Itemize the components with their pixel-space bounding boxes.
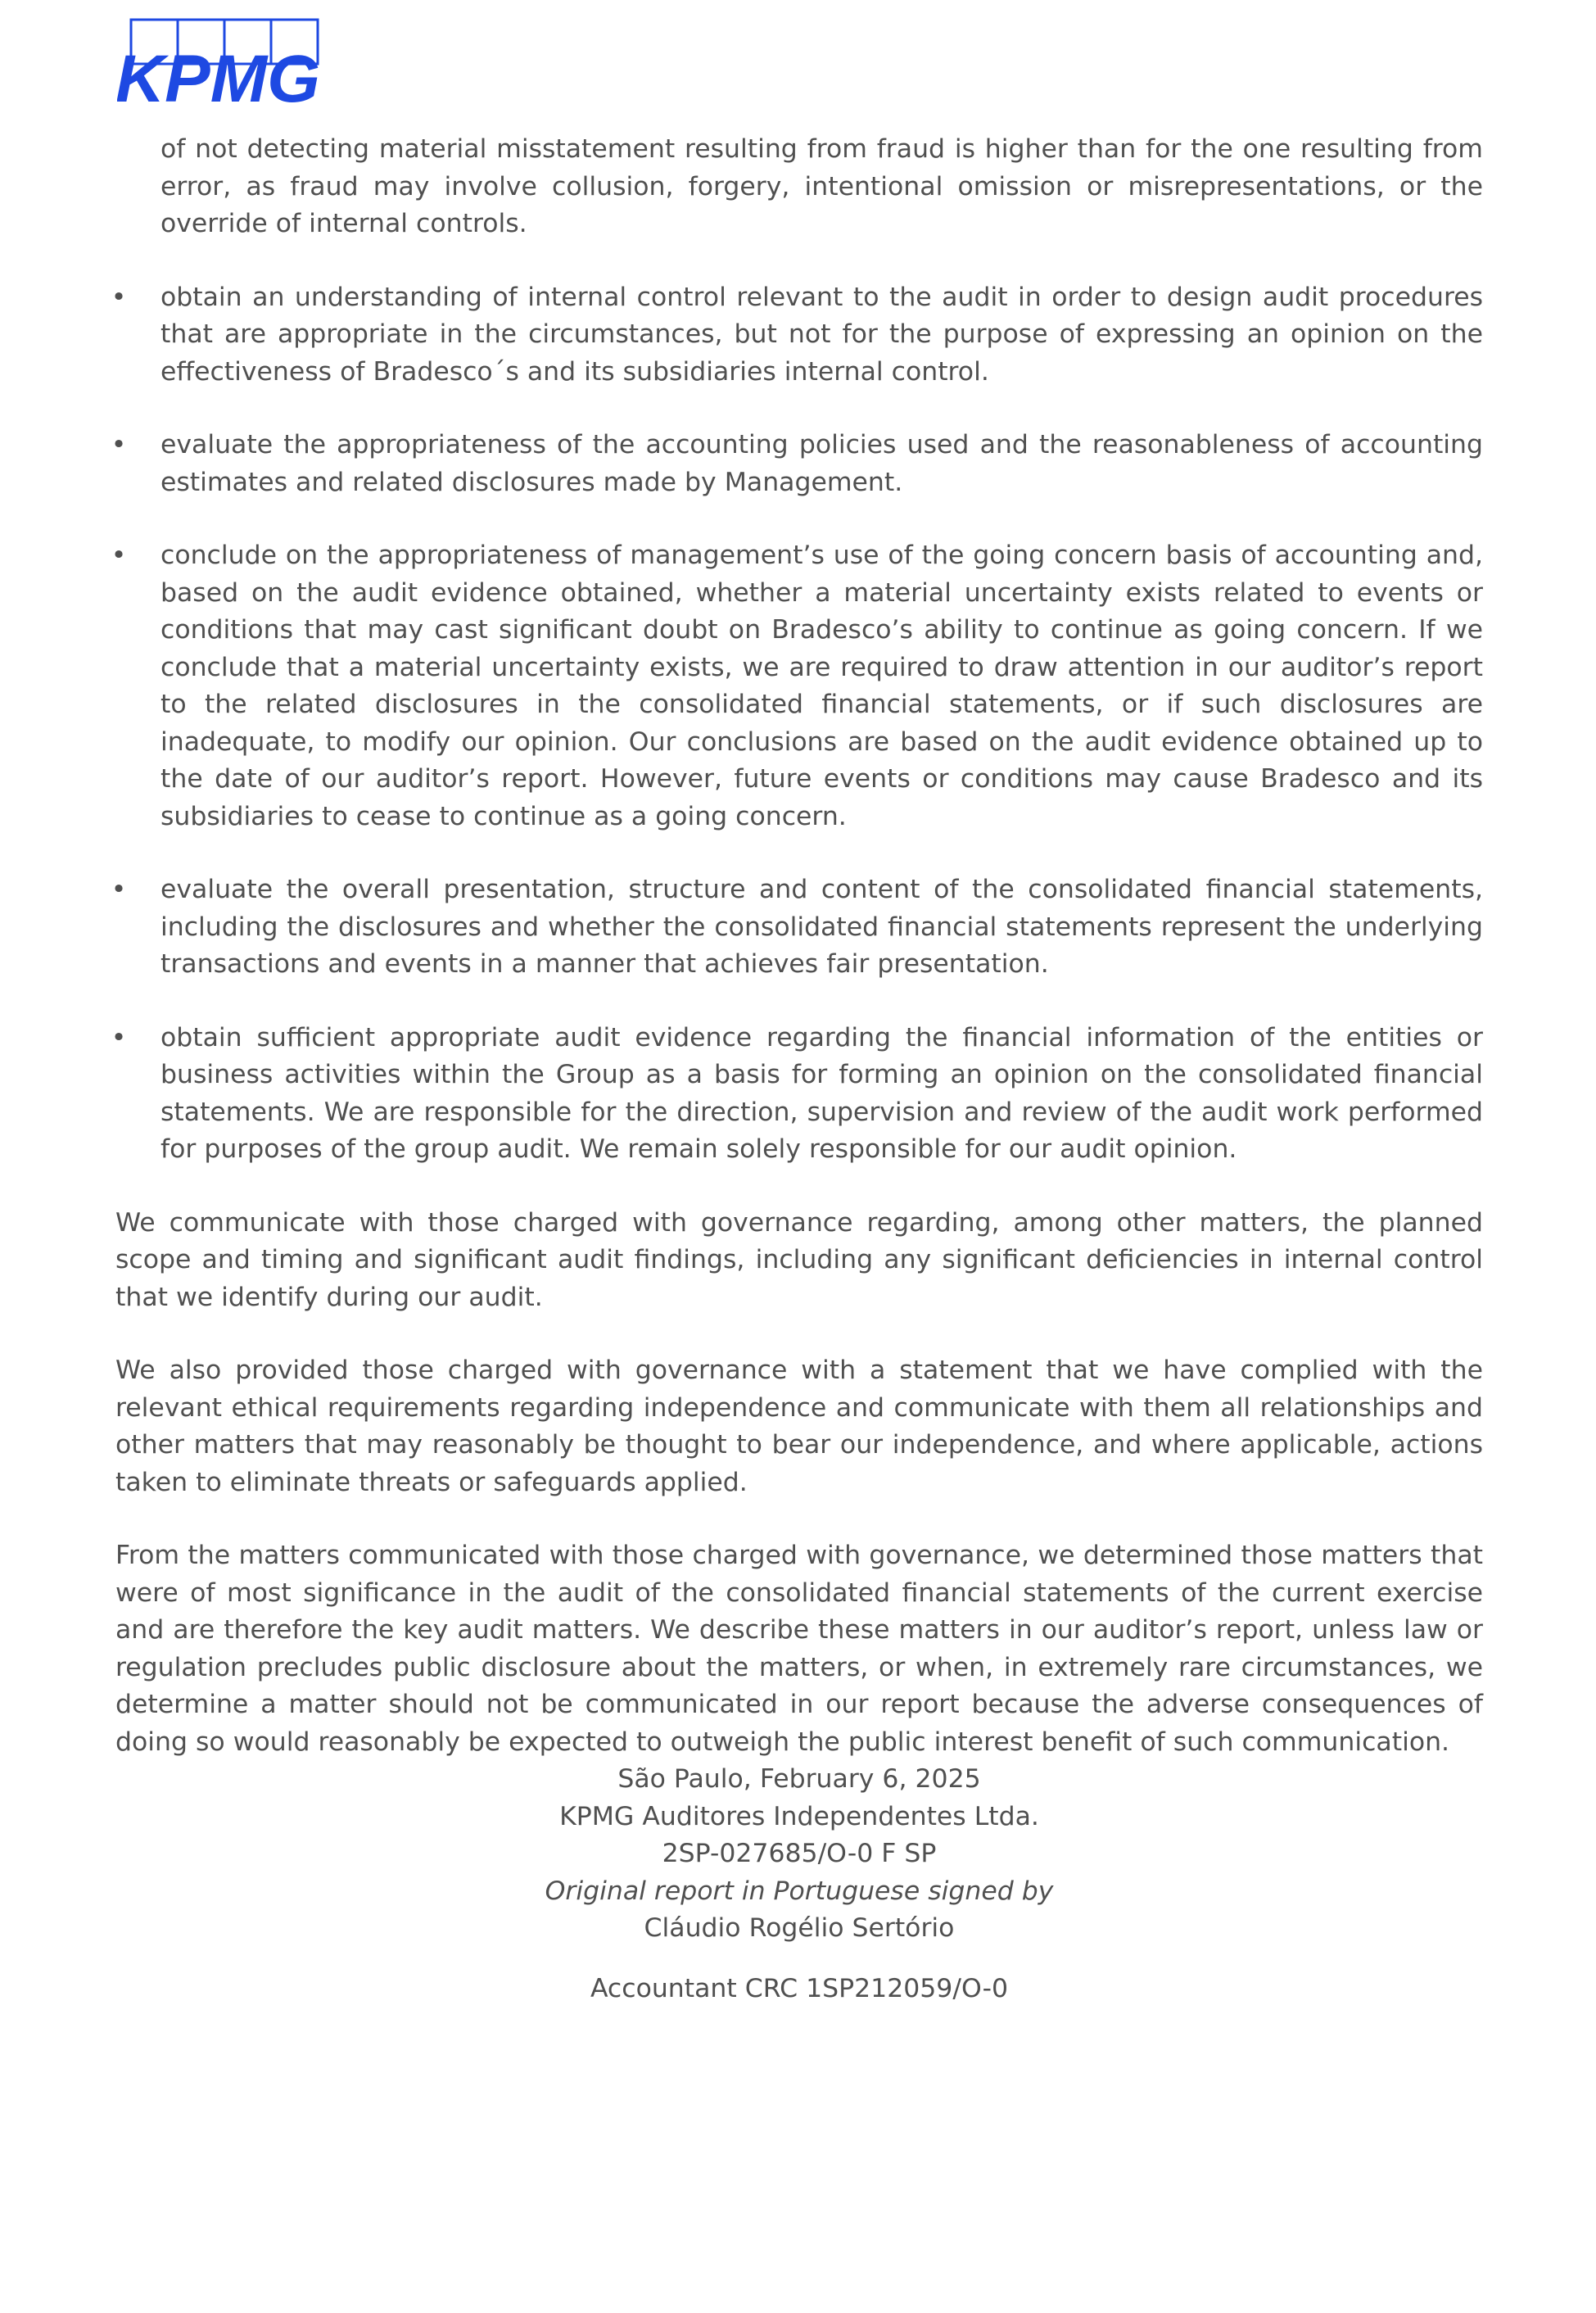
paragraph-independence: We also provided those charged with governance with a statement that we have complied with the relevant ethical requirements regarding independence and communicate with them all relationships and other matters that may reasonably be thought to bear our independence, and where applicable, actions taken to eliminate threats or safeguards applied. bbox=[115, 1356, 1483, 1497]
bullet-text: conclude on the appropriateness of management’s use of the going concern basis of accounting and, based on the audit evidence obtained, whether a material uncertainty exists related to events or conditions that may cast significant doubt on Bradesco’s ability to continue as going concern. If we conclude that a material uncertainty exists, we are required to draw attention in our auditor’s report to the related disclosures in the consolidated financial statements, or if such disclosures are inadequate, to modify our opinion. Our conclusions are based on the audit evidence obtained up to the date of our auditor’s report. However, future events or conditions may cause Bradesco and its subsidiaries to cease to continue as a going concern. bbox=[161, 541, 1483, 831]
paragraph-key-audit-matters: From the matters communicated with those charged with governance, we determined those matters that were of most significance in the audit of the consolidated financial statements of the current exercise and are therefore the key audit matters. We describe these matters in our auditor’s report, unless law or regulation precludes public disclosure about the matters, or when, in extremely rare circumstances, we determine a matter should not be communicated in our report because the adverse consequences of doing so would reasonably be expected to outweigh the public interest benefit of such communication. bbox=[115, 1541, 1483, 1757]
signed-note: Original report in Portuguese signed by bbox=[545, 1876, 1054, 1906]
paragraph-communication: We communicate with those charged with governance regarding, among other matters, the planned scope and timing and significant audit findings, including any significant deficiencies in internal control that we identify during our audit. bbox=[115, 1207, 1483, 1312]
bullet-icon: • bbox=[111, 430, 127, 459]
kpmg-logo-text: KPMG bbox=[117, 42, 320, 106]
list-item bbox=[111, 279, 1483, 392]
bullet-text: obtain sufficient appropriate audit evidence regarding the financial information of the entities or business activities within the Group as a basis for forming an opinion on the consolidated financial statements. We are responsible for the direction, supervision and review of the audit work performed for purposes of the group audit. We remain solely responsible for our audit opinion. bbox=[161, 1022, 1483, 1164]
bullet-icon: • bbox=[111, 1022, 127, 1052]
bullet-icon: • bbox=[111, 541, 127, 570]
list-item bbox=[111, 427, 1483, 501]
firm-name: KPMG Auditores Independentes Ltda. bbox=[559, 1801, 1039, 1831]
kpmg-logo bbox=[117, 16, 338, 106]
report-body bbox=[111, 131, 1483, 2007]
continued-bullet-text: of not detecting material misstatement resulting from fraud is higher than for the one resulting from error, as fraud may involve collusion, forgery, intentional omission or misrepresentations, or the override of internal controls. bbox=[161, 134, 1483, 238]
place-date: São Paulo, February 6, 2025 bbox=[617, 1764, 981, 1794]
list-item bbox=[111, 1020, 1483, 1169]
bullet-text: evaluate the overall presentation, structure and content of the consolidated financial statements, including the disclosures and whether the consolidated financial statements represent the underlying transactions and events in a manner that achieves fair presentation. bbox=[161, 875, 1483, 979]
list-item bbox=[111, 537, 1483, 835]
bullet-icon: • bbox=[111, 875, 127, 904]
list-item bbox=[111, 871, 1483, 984]
firm-registration: 2SP-027685/O-0 F SP bbox=[662, 1839, 937, 1868]
signature-block bbox=[115, 1761, 1483, 2007]
bullet-icon: • bbox=[111, 282, 127, 312]
bullet-text: evaluate the appropriateness of the accounting policies used and the reasonableness of accounting estimates and related disclosures made by Management. bbox=[161, 430, 1483, 497]
signer-name: Cláudio Rogélio Sertório bbox=[644, 1913, 955, 1943]
bullet-text: obtain an understanding of internal control relevant to the audit in order to design audit procedures that are appropriate in the circumstances, but not for the purpose of expressing an opinion on the effectiveness of Bradesco´s and its subsidiaries internal control. bbox=[161, 282, 1483, 387]
accountant-registration: Accountant CRC 1SP212059/O-0 bbox=[590, 1973, 1009, 2003]
